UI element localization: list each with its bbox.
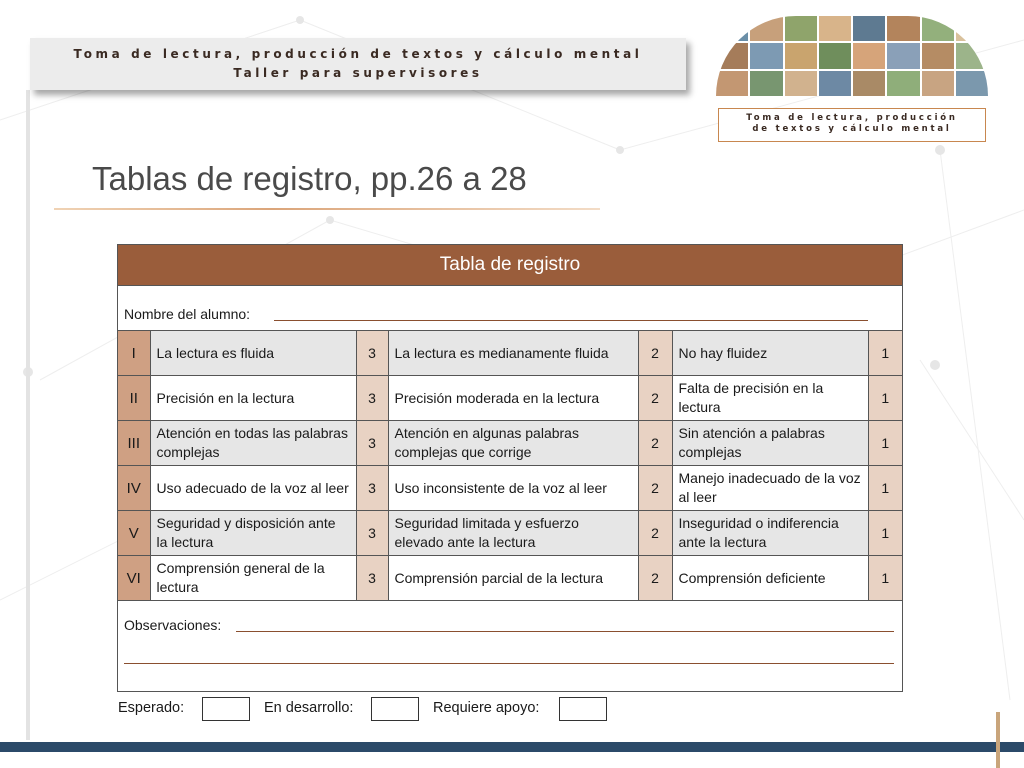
- logo-caption-line1: Toma de lectura, producción: [746, 113, 958, 123]
- logo-photo-collage: [716, 16, 988, 96]
- observations-label: Observaciones:: [124, 617, 222, 633]
- criteria-level-3-text: Precisión en la lectura: [150, 376, 356, 421]
- program-logo: [716, 16, 988, 134]
- bottom-accent-bar: [996, 712, 1000, 768]
- observations-line-2: [124, 663, 894, 664]
- criteria-score-2: 2: [638, 556, 672, 601]
- bottom-bar: [0, 742, 1024, 752]
- logo-photo-tile: [716, 16, 748, 41]
- criteria-score-3: 3: [356, 466, 388, 511]
- expected-label: Esperado:: [118, 700, 185, 716]
- banner-subtitle: Taller para supervisores: [233, 66, 483, 80]
- logo-photo-tile: [785, 71, 817, 96]
- criteria-row: [118, 376, 902, 421]
- developing-checkbox[interactable]: [371, 697, 419, 721]
- observations-row: [118, 601, 902, 677]
- banner-title: Toma de lectura, producción de textos y cálculo mental: [73, 47, 643, 61]
- observations-line-1: [236, 631, 894, 632]
- criteria-score-3: 3: [356, 511, 388, 556]
- logo-photo-tile: [750, 16, 782, 41]
- logo-photo-tile: [785, 43, 817, 68]
- criteria-score-1: 1: [868, 556, 902, 601]
- criteria-level: VI: [118, 556, 150, 601]
- logo-photo-tile: [853, 16, 885, 41]
- criteria-level: III: [118, 421, 150, 466]
- student-name-row: [118, 285, 902, 330]
- criteria-level-1-text: Sin atención a palabras complejas: [672, 421, 868, 466]
- logo-photo-tile: [716, 71, 748, 96]
- logo-photo-tile: [922, 43, 954, 68]
- criteria-row: [118, 511, 902, 556]
- criteria-level-1-text: No hay fluidez: [672, 331, 868, 376]
- criteria-score-1: 1: [868, 466, 902, 511]
- criteria-level-3-text: Comprensión general de la lectura: [150, 556, 356, 601]
- criteria-level-1-text: Inseguridad o indiferencia ante la lectura: [672, 511, 868, 556]
- criteria-level-2-text: Comprensión parcial de la lectura: [388, 556, 638, 601]
- criteria-level-1-text: Manejo inadecuado de la voz al leer: [672, 466, 868, 511]
- logo-photo-tile: [956, 16, 988, 41]
- logo-caption: [718, 108, 986, 142]
- criteria-level-3-text: Seguridad y disposición ante la lectura: [150, 511, 356, 556]
- support-label: Requiere apoyo:: [433, 700, 540, 716]
- criteria-level: IV: [118, 466, 150, 511]
- criteria-score-2: 2: [638, 466, 672, 511]
- record-table: [117, 244, 903, 692]
- logo-photo-tile: [922, 16, 954, 41]
- criteria-score-2: 2: [638, 376, 672, 421]
- logo-photo-tile: [922, 71, 954, 96]
- logo-photo-tile: [887, 71, 919, 96]
- logo-caption-line2: de textos y cálculo mental: [752, 124, 952, 134]
- criteria-level-1-text: Comprensión deficiente: [672, 556, 868, 601]
- criteria-row: [118, 556, 902, 601]
- criteria-grid: [118, 330, 902, 601]
- logo-photo-tile: [887, 16, 919, 41]
- criteria-level-2-text: Precisión moderada en la lectura: [388, 376, 638, 421]
- criteria-level-2-text: La lectura es medianamente fluida: [388, 331, 638, 376]
- logo-photo-tile: [956, 43, 988, 68]
- student-name-label: Nombre del alumno:: [124, 306, 251, 322]
- expected-checkbox[interactable]: [202, 697, 250, 721]
- record-table-header: Tabla de registro: [118, 245, 902, 285]
- criteria-score-2: 2: [638, 331, 672, 376]
- developing-label: En desarrollo:: [264, 700, 354, 716]
- criteria-row: [118, 466, 902, 511]
- criteria-score-1: 1: [868, 331, 902, 376]
- criteria-level-3-text: Uso adecuado de la voz al leer: [150, 466, 356, 511]
- support-checkbox[interactable]: [559, 697, 607, 721]
- criteria-row: [118, 421, 902, 466]
- title-underline: [54, 208, 600, 210]
- criteria-level-2-text: Uso inconsistente de la voz al leer: [388, 466, 638, 511]
- criteria-level-3-text: La lectura es fluida: [150, 331, 356, 376]
- criteria-level-1-text: Falta de precisión en la lectura: [672, 376, 868, 421]
- criteria-score-2: 2: [638, 511, 672, 556]
- criteria-score-1: 1: [868, 376, 902, 421]
- page-title: Tablas de registro, pp.26 a 28: [92, 160, 527, 197]
- criteria-score-3: 3: [356, 331, 388, 376]
- left-decorative-rule: [26, 90, 30, 740]
- logo-photo-tile: [853, 71, 885, 96]
- criteria-score-2: 2: [638, 421, 672, 466]
- criteria-level-2-text: Seguridad limitada y esfuerzo elevado ante la lectura: [388, 511, 638, 556]
- logo-photo-tile: [819, 43, 851, 68]
- criteria-level: V: [118, 511, 150, 556]
- logo-photo-tile: [887, 43, 919, 68]
- student-name-line: [274, 320, 868, 321]
- logo-photo-tile: [819, 71, 851, 96]
- criteria-score-1: 1: [868, 421, 902, 466]
- criteria-score-3: 3: [356, 376, 388, 421]
- logo-photo-tile: [750, 43, 782, 68]
- criteria-score-3: 3: [356, 421, 388, 466]
- criteria-level-2-text: Atención en algunas palabras complejas que corrige: [388, 421, 638, 466]
- logo-photo-tile: [956, 71, 988, 96]
- logo-photo-tile: [785, 16, 817, 41]
- logo-photo-tile: [716, 43, 748, 68]
- logo-photo-tile: [750, 71, 782, 96]
- logo-photo-tile: [853, 43, 885, 68]
- top-banner: [30, 38, 686, 90]
- criteria-level: I: [118, 331, 150, 376]
- logo-photo-tile: [819, 16, 851, 41]
- criteria-score-1: 1: [868, 511, 902, 556]
- criteria-level: II: [118, 376, 150, 421]
- criteria-score-3: 3: [356, 556, 388, 601]
- criteria-level-3-text: Atención en todas las palabras complejas: [150, 421, 356, 466]
- criteria-row: [118, 331, 902, 376]
